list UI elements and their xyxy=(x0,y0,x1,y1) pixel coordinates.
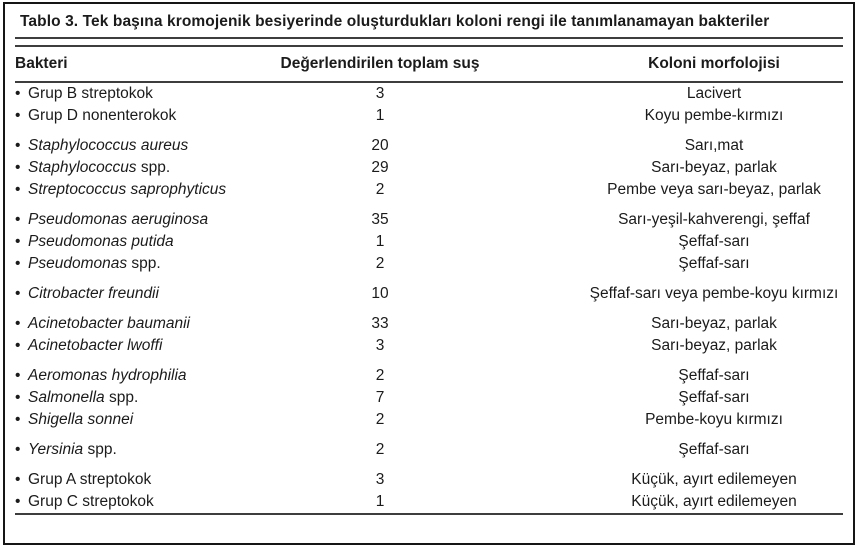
strain-count: 10 xyxy=(371,285,389,302)
bullet-icon: • xyxy=(15,285,21,302)
colony-morphology: Küçük, ayırt edilemeyen xyxy=(631,493,797,510)
colony-morphology: Koyu pembe-kırmızı xyxy=(644,107,784,124)
bullet-icon: • xyxy=(15,107,21,124)
bacteria-name-cell xyxy=(15,181,275,199)
colony-morphology: Pembe-koyu kırmızı xyxy=(645,411,783,428)
row-group xyxy=(15,439,843,461)
bullet-icon: • xyxy=(15,315,21,332)
strain-count: 7 xyxy=(375,389,385,406)
table-title: Tablo 3. Tek başına kromojenik besiyerinde oluşturdukları koloni rengi ile tanımlanamayan bakteriler xyxy=(20,13,770,30)
bacteria-name-cell xyxy=(15,211,275,229)
double-rule-divider xyxy=(15,37,843,47)
column-header-colony-morphology: Koloni morfolojisi xyxy=(648,55,780,72)
colony-morphology: Pembe veya sarı-beyaz, parlak xyxy=(607,181,821,198)
bullet-icon: • xyxy=(15,233,21,250)
bacteria-name: Grup A streptokok xyxy=(28,471,152,488)
table-header-row xyxy=(15,47,843,81)
bacteria-name-cell xyxy=(15,85,275,103)
colony-morphology: Küçük, ayırt edilemeyen xyxy=(631,471,797,488)
strain-count: 3 xyxy=(375,85,385,102)
colony-morphology: Lacivert xyxy=(686,85,742,102)
bacteria-name: Acinetobacter lwoffi xyxy=(28,337,163,354)
row-group xyxy=(15,313,843,357)
table-row xyxy=(15,135,843,157)
bullet-icon: • xyxy=(15,137,21,154)
bacteria-name-cell xyxy=(15,285,275,303)
bacteria-name: spp. xyxy=(136,159,171,176)
bacteria-name-cell xyxy=(15,389,275,407)
bacteria-name: Aeromonas hydrophilia xyxy=(28,367,187,384)
column-header-strain-total: Değerlendirilen toplam suş xyxy=(280,55,480,72)
table-row xyxy=(15,409,843,431)
bacteria-name: Shigella sonnei xyxy=(28,411,134,428)
bacteria-name: spp. xyxy=(127,255,161,272)
table-row xyxy=(15,179,843,201)
strain-count: 1 xyxy=(375,107,385,124)
bacteria-name: Staphylococcus xyxy=(28,159,137,176)
bacteria-name: Yersinia xyxy=(28,441,84,458)
bullet-icon: • xyxy=(15,159,21,176)
bullet-icon: • xyxy=(15,85,21,102)
bullet-icon: • xyxy=(15,367,21,384)
colony-morphology: Sarı-yeşil-kahverengi, şeffaf xyxy=(618,211,810,228)
bullet-icon: • xyxy=(15,181,21,198)
strain-count: 35 xyxy=(371,211,389,228)
bacteria-name: Salmonella xyxy=(28,389,105,406)
bacteria-name: spp. xyxy=(83,441,117,458)
bacteria-name: Pseudomonas xyxy=(28,255,128,272)
row-group xyxy=(15,469,843,513)
strain-count: 2 xyxy=(375,411,385,428)
colony-morphology: Şeffaf-sarı veya pembe-koyu kırmızı xyxy=(589,285,839,302)
table-row xyxy=(15,491,843,513)
bacteria-name: spp. xyxy=(104,389,139,406)
strain-count: 1 xyxy=(375,233,385,250)
strain-count: 2 xyxy=(375,255,385,272)
table-row xyxy=(15,335,843,357)
table-row xyxy=(15,231,843,253)
bullet-icon: • xyxy=(15,411,21,428)
bullet-icon: • xyxy=(15,389,21,406)
strain-count: 29 xyxy=(371,159,389,176)
colony-morphology: Sarı-beyaz, parlak xyxy=(651,337,777,354)
table-row xyxy=(15,157,843,179)
strain-count: 2 xyxy=(375,441,385,458)
row-group xyxy=(15,209,843,275)
bacteria-name-cell xyxy=(15,107,275,125)
bullet-icon: • xyxy=(15,441,21,458)
bacteria-name-cell xyxy=(15,411,275,429)
table-row xyxy=(15,387,843,409)
strain-count: 1 xyxy=(375,493,385,510)
table-body xyxy=(5,83,853,513)
bacteria-name-cell xyxy=(15,159,275,177)
bullet-icon: • xyxy=(15,493,21,510)
colony-morphology: Şeffaf-sarı xyxy=(678,367,750,384)
bacteria-name: Citrobacter freundii xyxy=(28,285,159,302)
bullet-icon: • xyxy=(15,337,21,354)
bacteria-name: Streptococcus saprophyticus xyxy=(28,181,227,198)
table-row xyxy=(15,209,843,231)
bacteria-name: Grup C streptokok xyxy=(28,493,154,510)
colony-morphology: Sarı-beyaz, parlak xyxy=(651,315,777,332)
strain-count: 20 xyxy=(371,137,389,154)
row-group xyxy=(15,365,843,431)
strain-count: 2 xyxy=(375,181,385,198)
table-row xyxy=(15,365,843,387)
table-row xyxy=(15,253,843,275)
strain-count: 33 xyxy=(371,315,389,332)
table-row xyxy=(15,283,843,305)
bacteria-name-cell xyxy=(15,441,275,459)
table-row xyxy=(15,439,843,461)
bacteria-name-cell xyxy=(15,367,275,385)
bacteria-name-cell xyxy=(15,233,275,251)
table-row xyxy=(15,313,843,335)
table-row xyxy=(15,83,843,105)
strain-count: 3 xyxy=(375,337,385,354)
table-row xyxy=(15,105,843,127)
bacteria-name-cell xyxy=(15,315,275,333)
row-group xyxy=(15,135,843,201)
bottom-rule-divider xyxy=(15,513,843,515)
bacteria-name-cell xyxy=(15,471,275,489)
bacteria-name: Grup B streptokok xyxy=(28,85,153,102)
bacteria-name-cell xyxy=(15,493,275,511)
bacteria-name-cell xyxy=(15,255,275,273)
row-group xyxy=(15,283,843,305)
bacteria-name: Staphylococcus aureus xyxy=(28,137,189,154)
bullet-icon: • xyxy=(15,255,21,272)
strain-count: 3 xyxy=(375,471,385,488)
colony-morphology: Şeffaf-sarı xyxy=(678,441,750,458)
colony-morphology: Şeffaf-sarı xyxy=(678,255,750,272)
bacteria-name-cell xyxy=(15,337,275,355)
column-header-bacteria: Bakteri xyxy=(15,55,68,72)
bacteria-name: Acinetobacter baumanii xyxy=(28,315,190,332)
strain-count: 2 xyxy=(375,367,385,384)
colony-morphology: Sarı-beyaz, parlak xyxy=(651,159,777,176)
table-frame xyxy=(3,2,855,545)
table-row xyxy=(15,469,843,491)
bullet-icon: • xyxy=(15,211,21,228)
bullet-icon: • xyxy=(15,471,21,488)
row-group xyxy=(15,83,843,127)
colony-morphology: Şeffaf-sarı xyxy=(678,233,750,250)
colony-morphology: Sarı,mat xyxy=(684,137,744,154)
bacteria-name: Pseudomonas aeruginosa xyxy=(28,211,209,228)
colony-morphology: Şeffaf-sarı xyxy=(678,389,750,406)
bacteria-name: Grup D nonenterokok xyxy=(28,107,177,124)
bacteria-name: Pseudomonas putida xyxy=(28,233,174,250)
bacteria-name-cell xyxy=(15,137,275,155)
